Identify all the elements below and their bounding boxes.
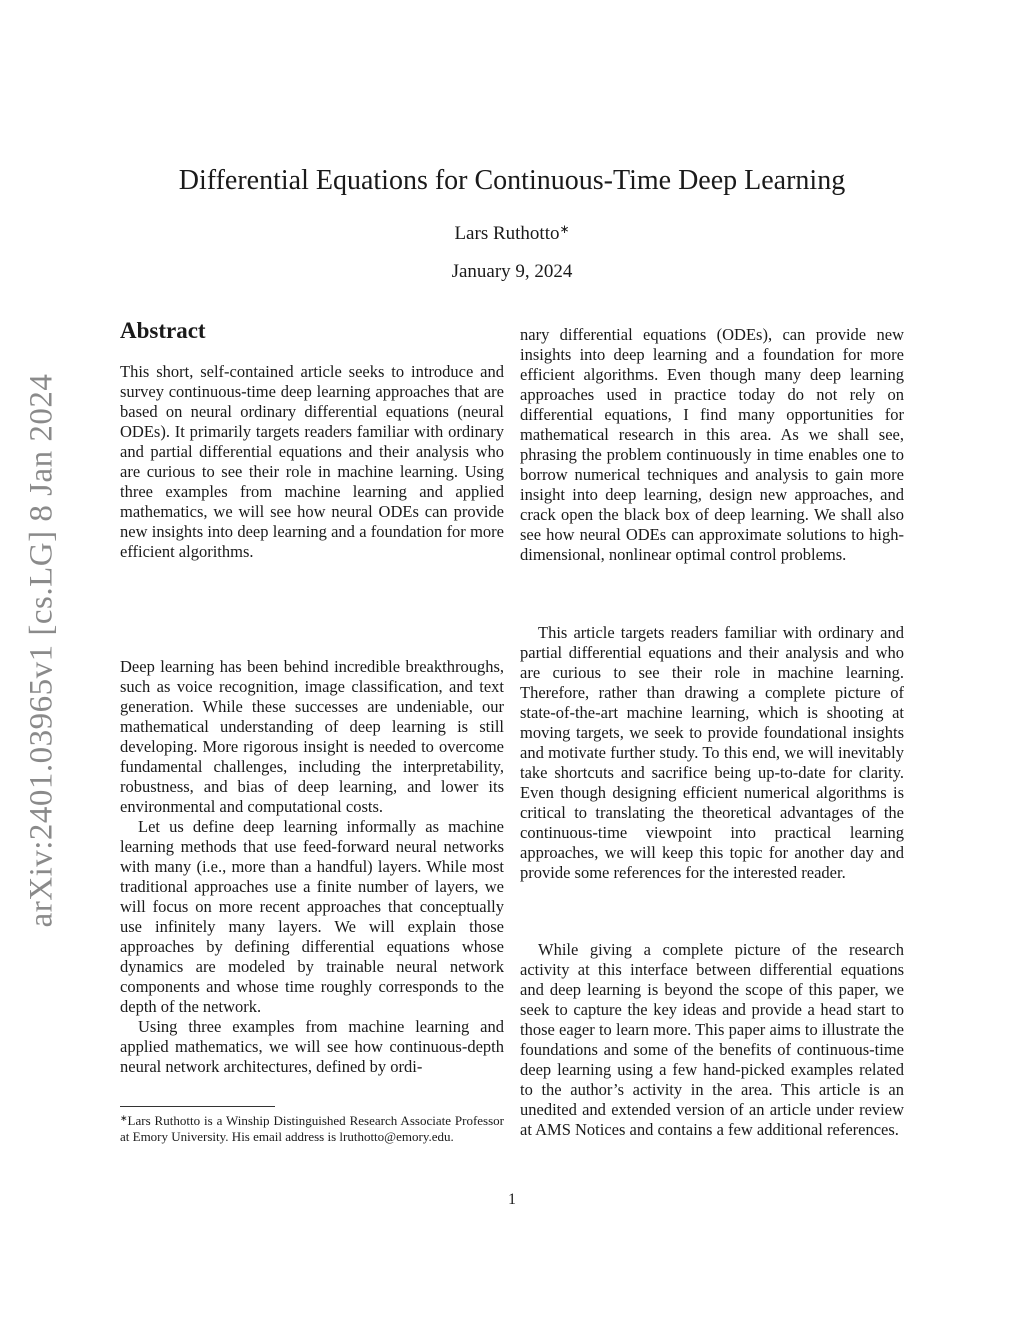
- right-column-continuation: [520, 325, 904, 565]
- arxiv-sidebar-stamp: [18, 370, 66, 930]
- body-paragraph-3-cont: nary differential equations (ODEs), can provide new insights into deep learning and a foundation for more efficient algorithms. Even though many deep learning approaches used in practice today do not rely on differential equations, I find many opportunities for mathematical research in this area. As we shall see, phrasing the problem continuously in time enables one to borrow numerical techniques and analysis to gain more insight into deep learning, design new approaches, and crack open the black box of deep learning. We shall also see how neural ODEs can approximate solutions to high-dimensional, nonlinear optimal control problems.: [520, 325, 904, 564]
- footnote: [120, 1110, 504, 1145]
- author-line: [0, 222, 1024, 245]
- left-column-body: [120, 657, 504, 1077]
- arxiv-identifier: arXiv:2401.03965v1 [cs.LG] 8 Jan 2024: [23, 373, 60, 927]
- right-column-body-lower: [520, 940, 904, 1140]
- body-paragraph-1: Deep learning has been behind incredible breakthroughs, such as voice recognition, image classification, and text generation. While these successes are undeniable, our mathematical understanding of deep learning is still developing. More rigorous insight is needed to overcome fundamental challenges, including the interpretability, robustness, and bias of deep learning, and lower its environmental and computational costs.: [120, 657, 504, 816]
- body-paragraph-5: While giving a complete picture of the research activity at this interface between differential equations and deep learning is beyond the scope of this paper, we seek to capture the key ideas and provide a head start to those eager to learn more. This paper aims to illustrate the foundations and some of the benefits of continuous-time deep learning using a few hand-picked examples related to the author’s activity in the area. This article is an unedited and extended version of an article under review at AMS Notices and contains a few additional references.: [520, 940, 904, 1139]
- footnote-rule: [120, 1106, 275, 1107]
- abstract-body: [120, 362, 504, 562]
- body-paragraph-2: Let us define deep learning informally as machine learning methods that use feed-forward neural networks with many (i.e., more than a handful) layers. While most traditional approaches use a finite number of layers, we will focus on more recent approaches that conceptually use infinitely many layers. We will explain those approaches by defining differential equations whose dynamics are modeled by trainable neural network components and whose time roughly corresponds to the depth of the network.: [120, 817, 504, 1016]
- abstract-heading: Abstract: [120, 318, 206, 343]
- author-name: Lars Ruthotto: [454, 223, 560, 244]
- body-paragraph-4: This article targets readers familiar with ordinary and partial differential equations and their analysis and who are curious to see their role in machine learning. Therefore, rather than drawing a complete picture of state-of-the-art machine learning, which is shooting at moving targets, we seek to provide foundational insights and motivate further study. To this end, we will inevitably take shortcuts and sacrifice being up-to-date for clarity. Even though designing efficient numerical algorithms is critical to translating the theoretical advantages of the continuous-time viewpoint into practical learning approaches, we will keep this topic for another day and provide some references for the interested reader.: [520, 623, 904, 882]
- paper-title: Differential Equations for Continuous-Time Deep Learning: [178, 165, 846, 196]
- right-column-body: [520, 623, 904, 883]
- paper-date: January 9, 2024: [451, 261, 573, 282]
- footnote-mark: ∗: [120, 1113, 128, 1123]
- footnote-text: Lars Ruthotto is a Winship Distinguished Research Associate Professor at Emory University. His email address is lruthotto@emory.edu.: [120, 1113, 504, 1144]
- body-paragraph-3-start: Using three examples from machine learning and applied mathematics, we will see how continuous-depth neural network architectures, defined by ordi-: [120, 1017, 504, 1076]
- author-footnote-mark: ∗: [559, 222, 570, 236]
- page-number: 1: [508, 1191, 516, 1208]
- abstract-paragraph: This short, self-contained article seeks to introduce and survey continuous-time deep learning approaches that are based on neural ordinary differential equations (neural ODEs). It primarily targets readers familiar with ordinary and partial differential equations and their analysis who are curious to see their role in machine learning. Using three examples from machine learning and applied mathematics, we will see how neural ODEs can provide new insights into deep learning and a foundation for more efficient algorithms.: [120, 362, 504, 561]
